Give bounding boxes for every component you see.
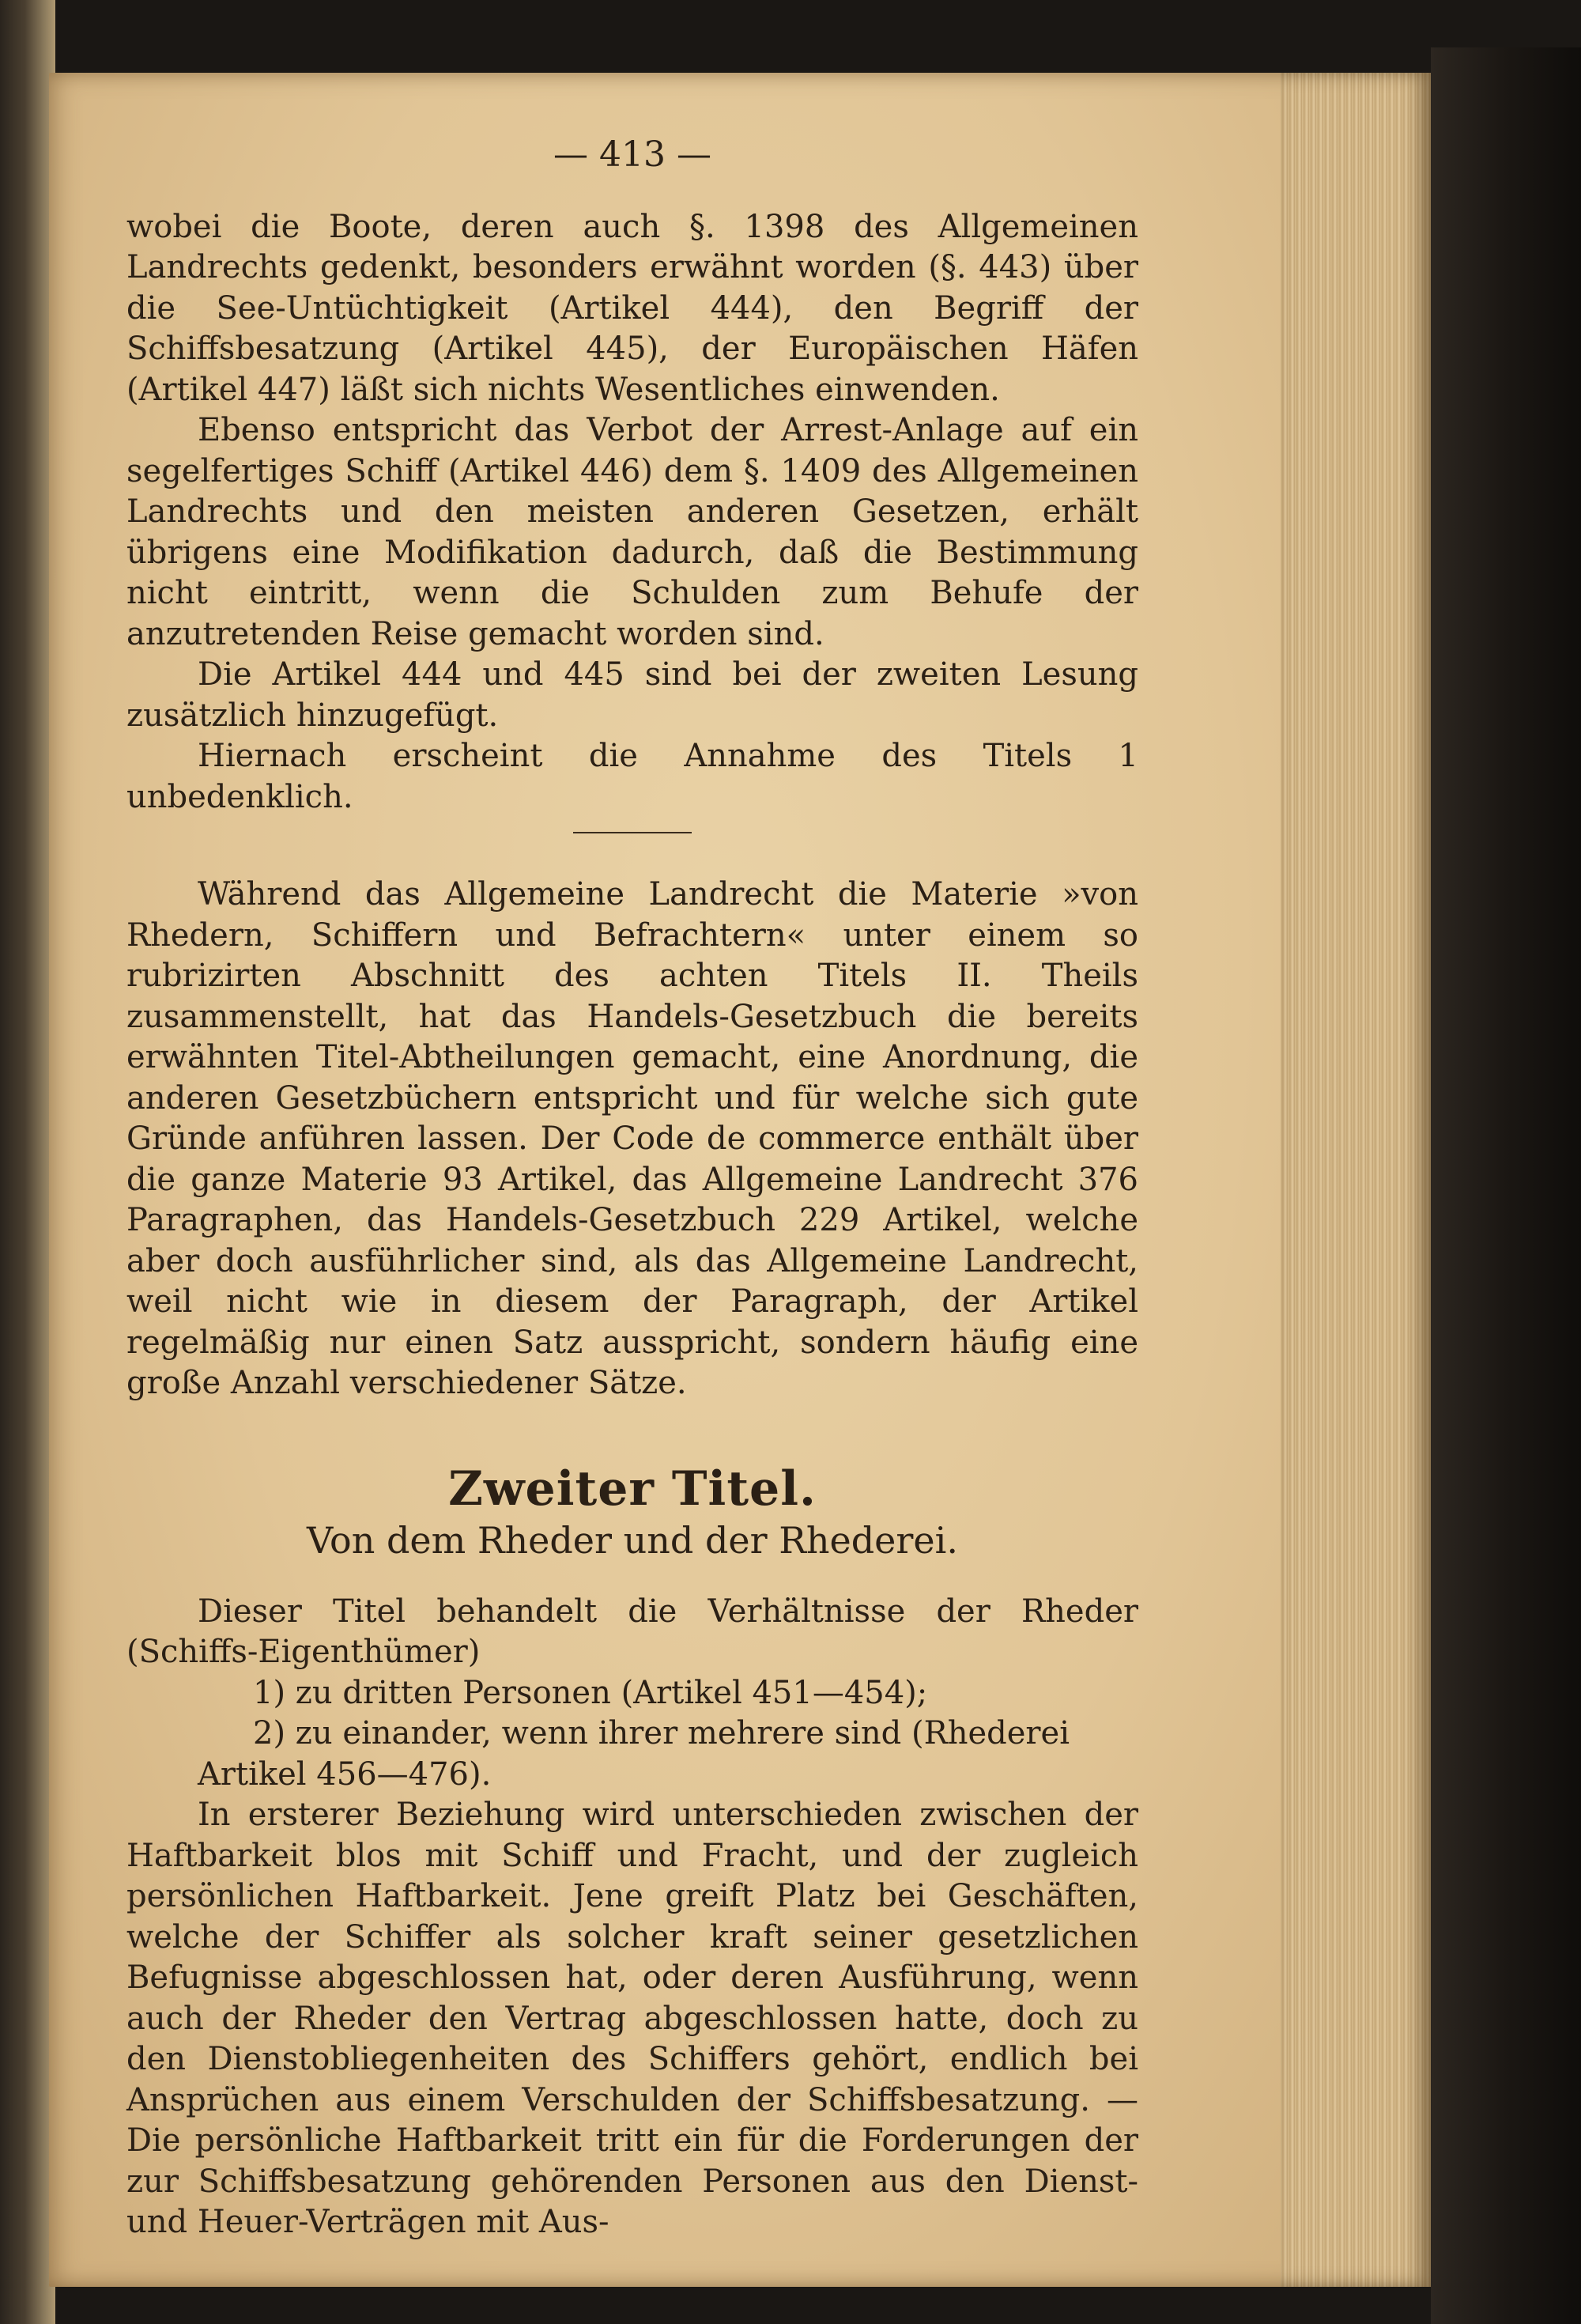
list-item-2-continued: Artikel 456—476). — [198, 1755, 492, 1793]
adjacent-page-edge — [0, 0, 55, 2324]
section-divider — [573, 832, 692, 833]
paragraph-arrest: Ebenso entspricht das Verbot der Arrest-Anlage auf ein segelfertiges Schiff (Artikel 446) dem §. 1409 des Allgemeinen Landrechts und den meisten anderen Gesetzen, erhält übrigens eine Modifikation dadurch, daß die Bestimmung nicht eintritt, wenn die Schulden zum Behufe der anzutretenden Reise gemacht worden sind. — [126, 412, 1138, 652]
page-number-header: — 413 — — [553, 134, 711, 175]
list-item-1: 1) zu dritten Personen (Artikel 451—454); — [253, 1674, 928, 1711]
paragraph-continuation: wobei die Boote, deren auch §. 1398 des Allgemeinen Landrechts gedenkt, besonders erwähnt worden (§. 443) über die See-Untüchtigkeit (Artikel 444), den Begriff der Schiffsbesatzung (Artikel 445), der Europäischen Häfen (Artikel 447) läßt sich nichts Wesentliches einwenden. — [126, 208, 1138, 408]
page-text-block — [126, 134, 1138, 2243]
book-cover-edge — [1431, 47, 1581, 2324]
paragraph-intro: Dieser Titel behandelt die Verhältnisse der Rheder (Schiffs-Eigenthümer) — [126, 1593, 1138, 1670]
paragraph-articles-added: Die Artikel 444 und 445 sind bei der zweiten Lesung zusätzlich hinzugefügt. — [126, 656, 1138, 734]
list-item-2: 2) zu einander, wenn ihrer mehrere sind (Rhederei — [253, 1715, 1070, 1752]
page-fore-edge — [1281, 73, 1431, 2287]
paragraph-liability: In ersterer Beziehung wird unterschieden zwischen der Haftbarkeit blos mit Schiff und Fracht, und der zugleich persönlichen Haftbarkeit. Jene greift Platz bei Geschäften, welche der Schiffer als solcher kraft seiner gesetzlichen Befugnisse abgeschlossen hat, oder deren Ausführung, wenn auch der Rheder den Vertrag abgeschlossen hatte, doch zu den Dienstobliegenheiten des Schiffers gehört, endlich bei Ansprüchen aus einem Verschulden der Schiffsbesatzung. — Die persönliche Haftbarkeit tritt ein für die Forderungen der zur Schiffsbesatzung gehörenden Personen aus den Dienst- und Heuer-Verträgen mit Aus- — [126, 1797, 1138, 2240]
paragraph-conclusion: Hiernach erscheint die Annahme des Titels 1 unbedenklich. — [126, 738, 1138, 815]
paragraph-landrecht: Während das Allgemeine Landrecht die Materie »von Rhedern, Schiffern und Befrachtern« unter einem so rubrizirten Abschnitt des achten Titels II. Theils zusammenstellt, hat das Handels-Gesetzbuch die bereits erwähnten Titel-Abtheilungen gemacht, eine Anordnung, die anderen Gesetzbüchern entspricht und für welche sich gute Gründe anführen lassen. Der Code de commerce enthält über die ganze Materie 93 Artikel, das Allgemeine Landrecht 376 Paragraphen, das Handels-Gesetzbuch 229 Artikel, welche aber doch ausführlicher sind, als das Allgemeine Landrecht, weil nicht wie in diesem der Paragraph, der Artikel regelmäßig nur einen Satz ausspricht, sondern häufig eine große Anzahl verschiedener Sätze. — [126, 876, 1138, 1401]
section-title: Zweiter Titel. — [448, 1461, 817, 1517]
section-subtitle: Von dem Rheder und der Rhederei. — [307, 1519, 958, 1562]
